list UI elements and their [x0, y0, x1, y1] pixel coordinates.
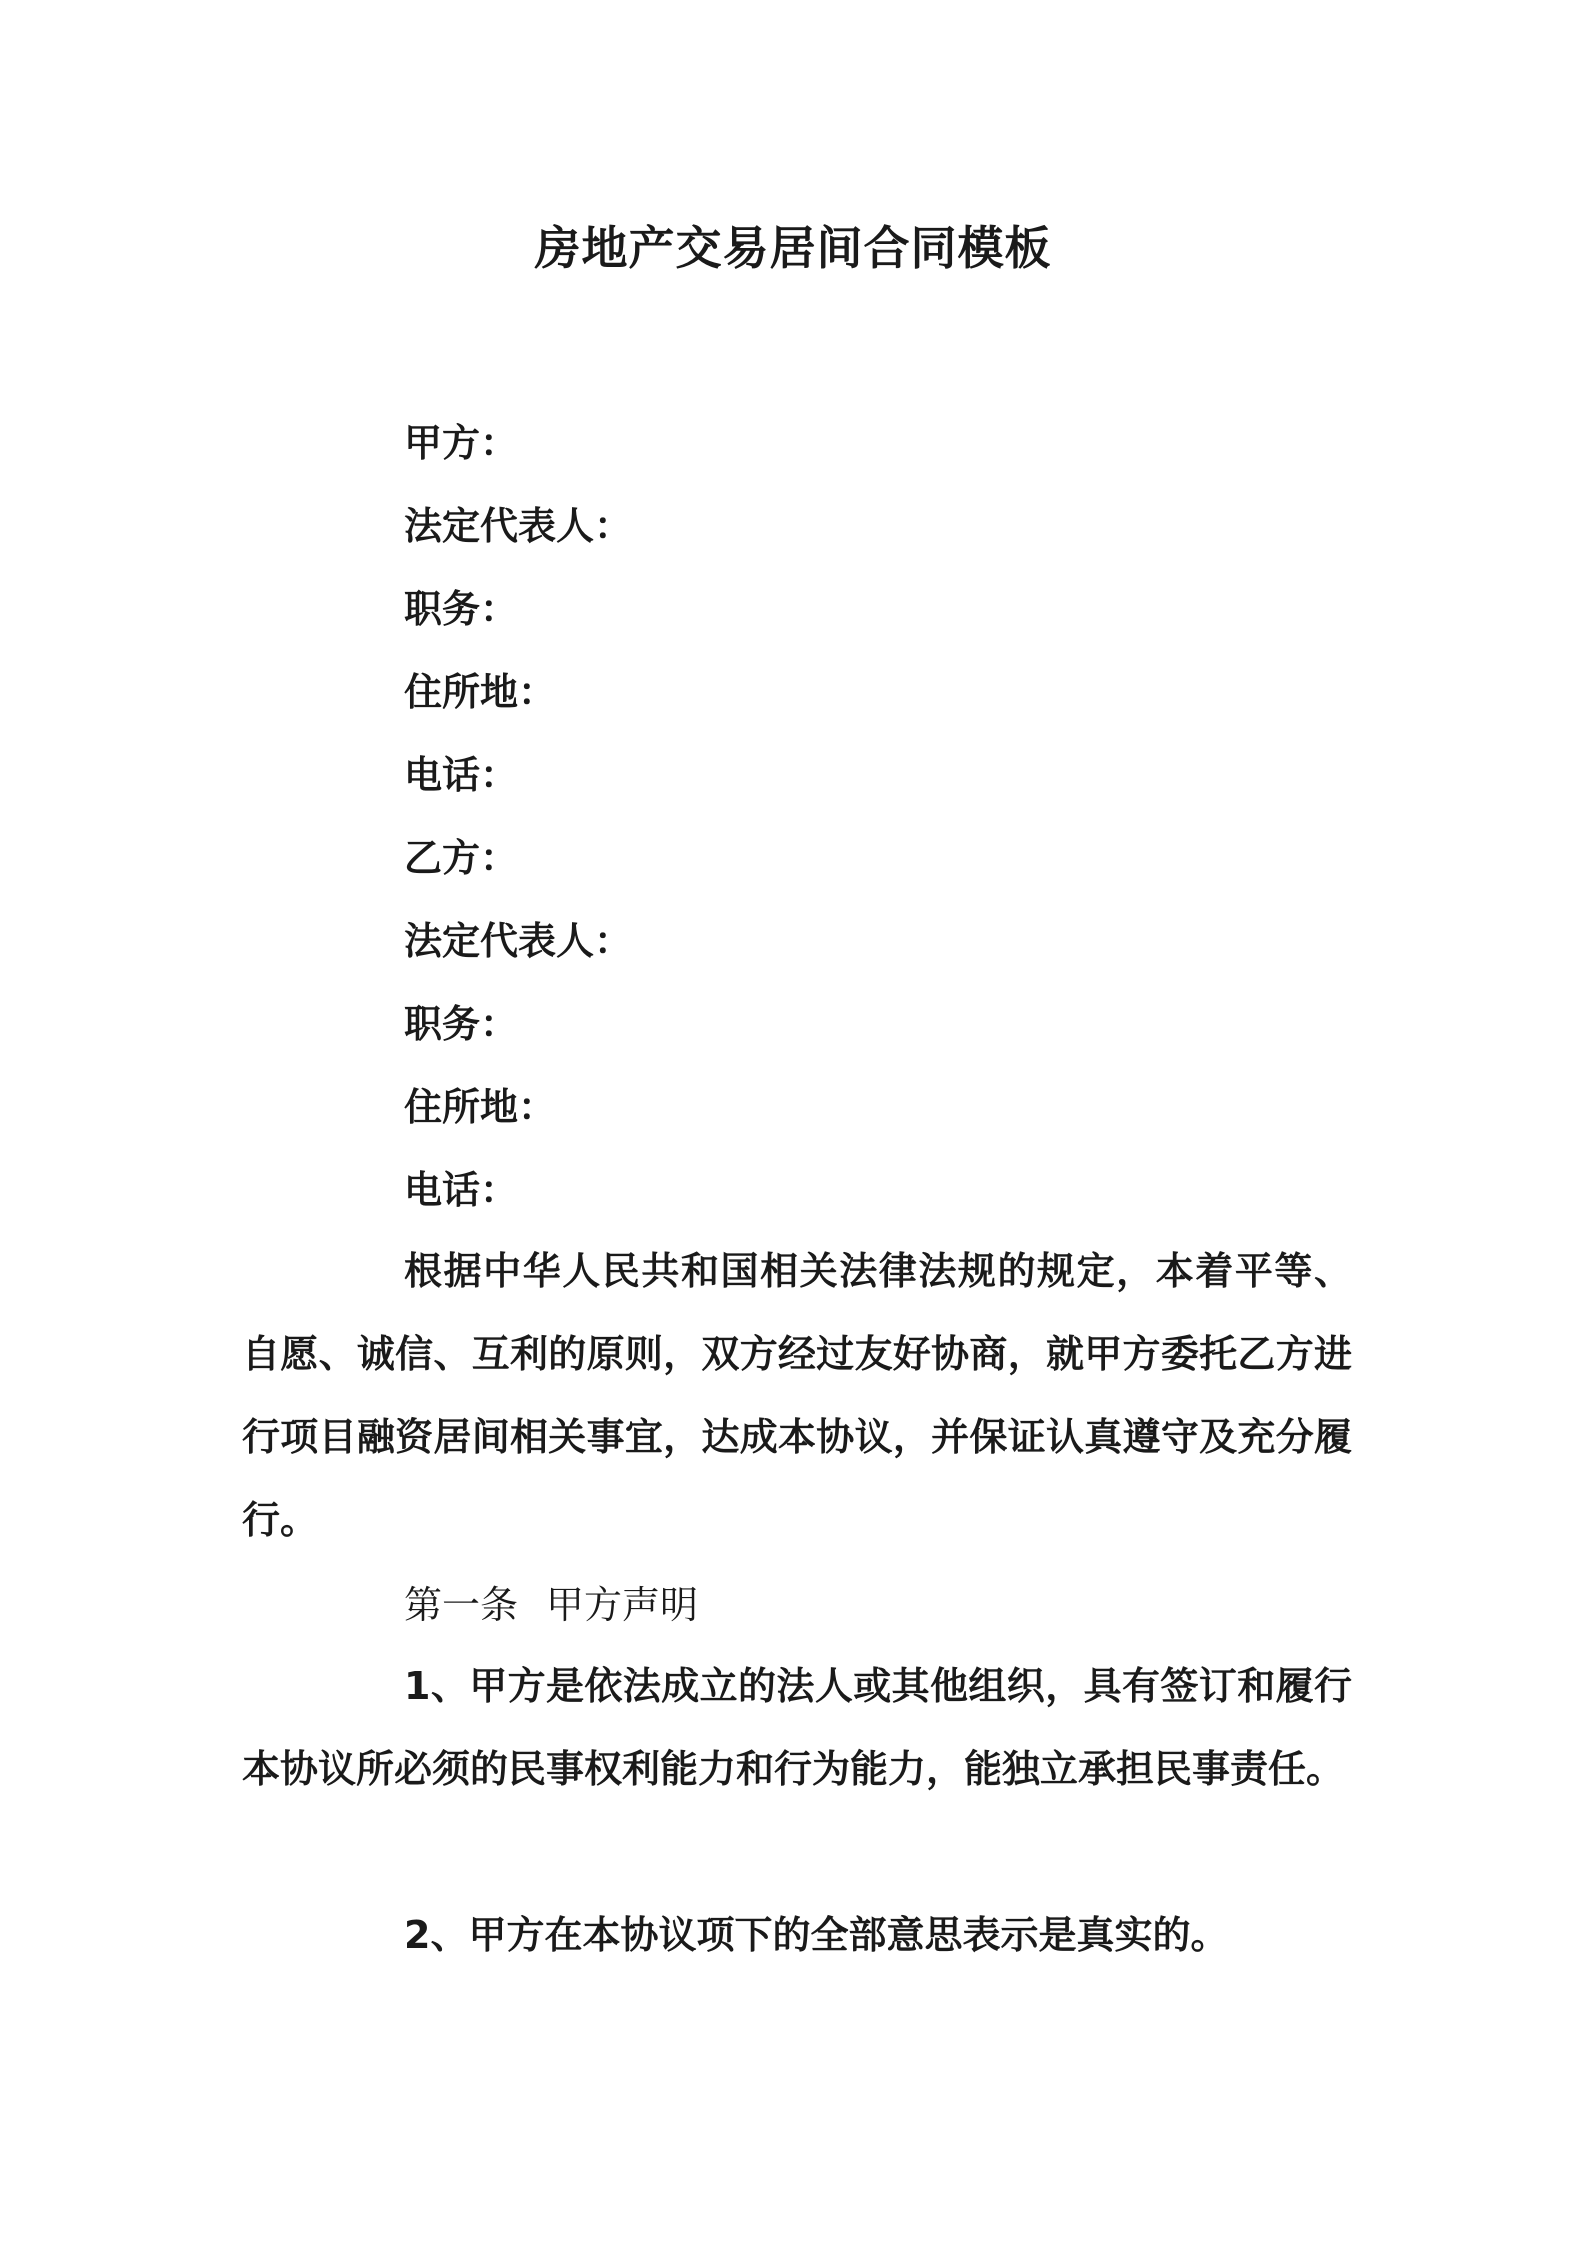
preamble-paragraph: 根据中华人民共和国相关法律法规的规定，本着平等、自愿、诚信、互利的原则，双方经过友好协商，就甲方委托乙方进行项目融资居间相关事宜，达成本协议，并保证认真遵守及充分履行。: [242, 1249, 1352, 1542]
article-1-clause-2: 2、甲方在本协议项下的全部意思表示是真实的。: [404, 1913, 1229, 1957]
party-b-address-label: 住所地：: [404, 1085, 557, 1129]
party-a-address-label: 住所地：: [404, 670, 557, 714]
party-a-phone-label: 电话：: [404, 753, 519, 797]
article-1-title: 甲方声明: [546, 1583, 699, 1627]
party-b-representative-label: 法定代表人：: [404, 919, 633, 963]
article-1-clause-1: 1、甲方是依法成立的法人或其他组织，具有签订和履行本协议所必须的民事权利能力和行为能力，能独立承担民事责任。: [242, 1664, 1352, 1791]
party-a-position-label: 职务：: [404, 587, 519, 631]
party-b-label: 乙方：: [404, 836, 519, 880]
article-1-number: 第一条: [404, 1583, 519, 1627]
document-title: 房地产交易居间合同模板: [534, 221, 1052, 275]
article-1-heading: [404, 1574, 698, 1629]
party-b-position-label: 职务：: [404, 1002, 519, 1046]
party-b-phone-label: 电话：: [404, 1168, 519, 1212]
party-a-label: 甲方：: [404, 421, 519, 465]
party-a-representative-label: 法定代表人：: [404, 504, 633, 548]
